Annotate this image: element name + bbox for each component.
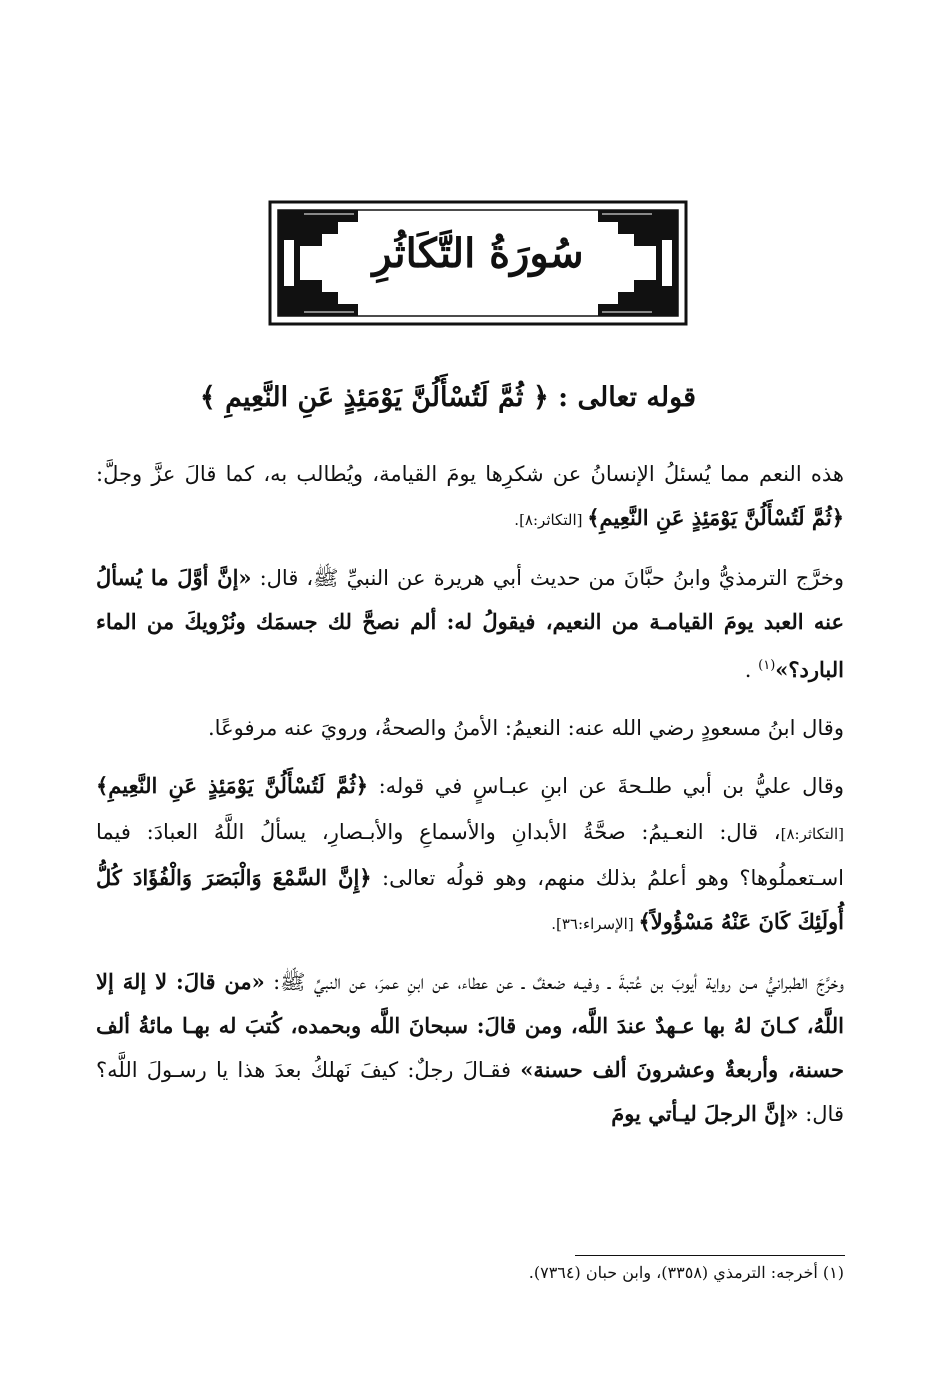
p5-hadith2: «إنَّ الرجلَ ليـأتي يومَ — [611, 1101, 799, 1126]
heading-verse: ﴿ ثُمَّ لَتُسْأَلُنَّ يَوْمَئِذٍ عَنِ النَّعِيمِ ﴾ — [199, 382, 549, 413]
p4-verse2: ﴿إِنَّ السَّمْعَ وَالْبَصَرَ وَالْفُؤَادَ كُلُّ أُولَئِكَ كَانَ عَنْهُ مَسْؤُولاً﴾ — [96, 865, 844, 934]
heading-prefix: قوله تعالى : — [548, 382, 696, 413]
surah-title-frame — [268, 200, 688, 326]
p4-verse1: ﴿ثُمَّ لَتُسْأَلُنَّ يَوْمَئِذٍ عَنِ النَّعِيمِ﴾ — [96, 773, 369, 798]
p5-text2: فقـالَ رجلٌ: كيفَ نَهلكُ بعدَ هذا يا رسـولَ اللَّه؟ قال: — [96, 1058, 844, 1126]
p1-verse: ﴿ثُمَّ لَتُسْأَلُنَّ يَوْمَئِذٍ عَنِ النَّعِيمِ﴾ — [587, 505, 844, 530]
paragraph-5 — [96, 960, 844, 1136]
p1-ref: [التكاثر:٨]. — [514, 511, 588, 529]
p3-text: وقال ابنُ مسعودٍ رضي الله عنه: النعيمُ: الأمنُ والصحةُ، ورويَ عنه مرفوعًا. — [208, 716, 844, 740]
body-text — [96, 452, 844, 1150]
footnote-marker[interactable]: (١) — [758, 658, 776, 673]
p4-ref1: [التكاثر:٨] — [780, 825, 844, 843]
footnote-divider — [575, 1255, 845, 1256]
p4-text2: ، قال: النعـيمُ: صحَّةُ الأبدانِ والأسماعِ والأبـصارِ، يسألُ اللَّهُ العبادَ: فيما اسـتعملُوها؟ وهو أعلمُ بذلك منهم، وهو قولُه تعالى: — [96, 820, 845, 890]
footnote: (١) أخرجه: الترمذي (٣٣٥٨)، وابن حبان (٧٣٦٤). — [528, 1263, 844, 1282]
p4-ref2: [الإسراء:٣٦]. — [551, 915, 639, 933]
p1-text: هذه النعم مما يُسئلُ الإنسانُ عن شكرِها يومَ القيامة، ويُطالب به، كما قالَ عزَّ وجلَّ: — [96, 462, 844, 486]
p2-text: وخرَّج الترمذيُّ وابنُ حبَّانَ من حديث أبي هريرة عن النبيِّ ﷺ، قال: — [251, 566, 844, 590]
p2-end: . — [744, 658, 759, 682]
paragraph-3 — [96, 706, 844, 750]
paragraph-1 — [96, 452, 844, 542]
paragraph-4 — [96, 764, 844, 946]
p4-text1: وقال عليُّ بن أبي طلـحةَ عن ابنِ عبـاسٍ في قوله: — [368, 774, 844, 798]
p5-text: وخرَّجَ الطبرانيُّ مـن رواية أيوبَ بن عُتبةَ ـ وفيـه ضعفٌ ـ عن عطاء، عن ابنِ عمرَ، عن النبيِّ ﷺ: — [264, 970, 844, 994]
p5-hadith: «من قالَ: لا إلهَ إلا اللَّهُ، كـانَ لهُ بها عـهدٌ عندَ اللَّه، ومن قالَ: سبحانَ اللَّه وبحمده، كُتبَ له بهـا مائةُ ألف حسنة، وأربعةٌ وعشرونَ ألف حسنة» — [96, 969, 845, 1082]
paragraph-2 — [96, 556, 844, 692]
surah-title: سُورَةُ التَّكَاثُرِ — [372, 230, 584, 277]
p2-hadith: «إنَّ أوَّلَ ما يُسألُ عنه العبد يومَ القيامـة من النعيم، فيقولُ له: ألم نصحَّ لك جسمَك ونُرْويكَ من الماء البارد؟» — [96, 565, 844, 682]
section-heading — [96, 382, 696, 413]
